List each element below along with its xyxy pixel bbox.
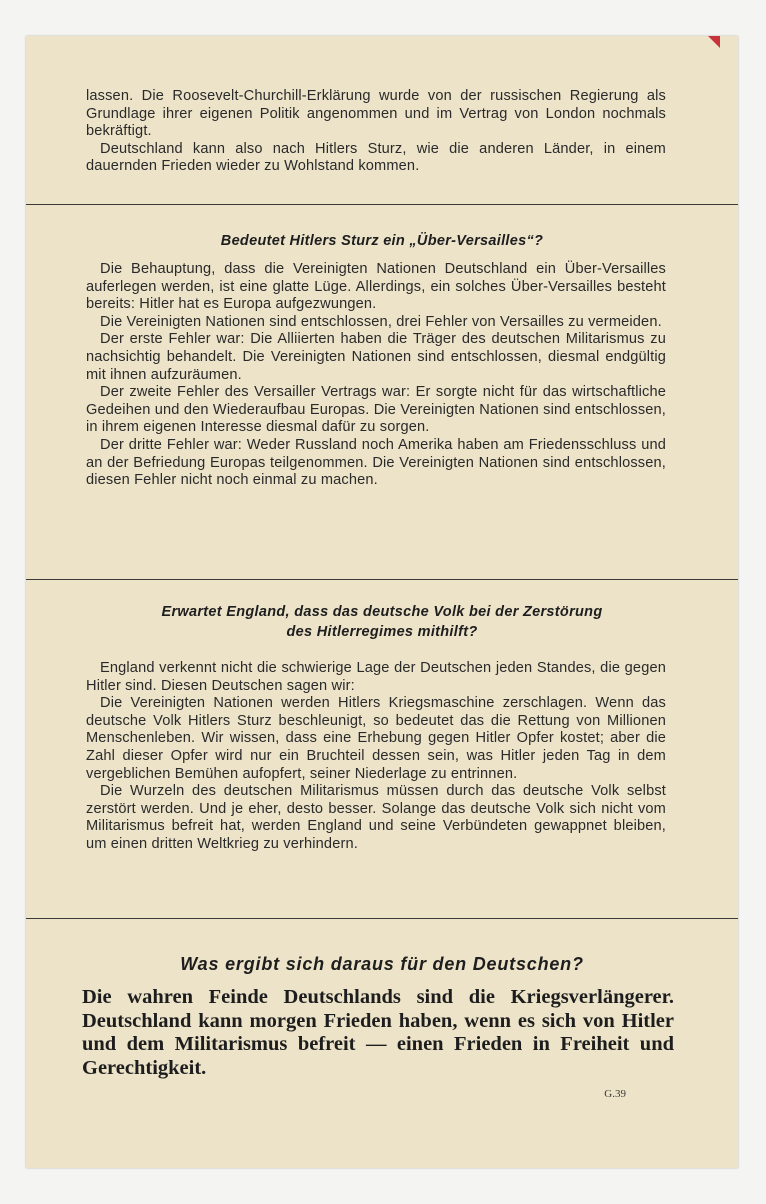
section2-heading-line1: Erwartet England, dass das deutsche Volk bei der Zerstörung <box>161 604 603 620</box>
section2-paragraph: Die Wurzeln des deutschen Militarismus müssen durch das deutsche Volk selbst zerstört werden. Und je eher, desto besser. Solange das deutsche Volk sich nicht vom Militarismus befreit hat, werden England und seine Verbündeten gewappnet bleiben, um einen dritten Weltkrieg zu verhindern. <box>86 783 666 852</box>
intro-paragraph: Deutschland kann also nach Hitlers Sturz, wie die anderen Länder, in einem dauernden Frieden wieder zu Wohlstand kommen. <box>86 140 666 175</box>
section3-heading: Was ergibt sich daraus für den Deutschen? <box>180 954 584 974</box>
section2-paragraph: Die Vereinigten Nationen werden Hitlers Kriegsmaschine zerschlagen. Wenn das deutsche Volk Hitlers Sturz beschleunigt, so bedeutet das die Rettung von Millionen Menschenleben. Wir wissen, dass eine Erhebung gegen Hitler Opfer kostet; aber die Zahl dieser Opfer wird nur ein Bruchteil dessen sein, was Hitler jeden Tag in dem vergeblichen Bemühen aufopfert, seiner Niederlage zu entrinnen. <box>86 695 666 782</box>
leaflet-page <box>26 36 738 1168</box>
conclusion-text: Die wahren Feinde Deutschlands sind die Kriegsverlängerer. Deutschland kann morgen Frieden haben, wenn es sich von Hitler und dem Militarismus befreit — einen Frieden in Freiheit und Gerechtigkeit. <box>82 986 674 1079</box>
intro-block <box>86 88 666 176</box>
section1-paragraph: Die Vereinigten Nationen sind entschlossen, drei Fehler von Versailles zu vermeiden. <box>100 313 662 330</box>
print-code: G.39 <box>604 1088 626 1100</box>
section1-paragraph: Die Behauptung, dass die Vereinigten Nationen Deutschland ein Über-Versailles auferlegen werden, ist eine glatte Lüge. Allerdings, ein solches Über-Versailles besteht bereits: Hitler hat es Europa aufgezwungen. <box>86 261 666 313</box>
red-corner-mark <box>708 36 720 48</box>
intro-paragraph: lassen. Die Roosevelt-Churchill-Erklärung wurde von der russischen Regierung als Grundlage ihrer eigenen Politik angenommen und im Vertrag von London nochmals bekräftigt. <box>86 88 666 140</box>
section1-heading: Bedeutet Hitlers Sturz ein „Über-Versailles“? <box>220 233 544 249</box>
section2-paragraph: England verkennt nicht die schwierige Lage der Deutschen jeden Standes, die gegen Hitler sind. Diesen Deutschen sagen wir: <box>86 660 666 694</box>
section-divider <box>26 204 738 205</box>
section-divider <box>26 579 738 580</box>
section2-heading <box>26 602 738 642</box>
section1-paragraph: Der zweite Fehler des Versailler Vertrags war: Er sorgte nicht für das wirtschaftliche Gedeihen und den Wiederaufbau Europas. Die Vereinigten Nationen sind entschlossen, in ihrem eigenen Interesse diesmal dafür zu sorgen. <box>86 384 666 436</box>
section2-body <box>86 660 666 854</box>
section-divider <box>26 918 738 919</box>
section1-paragraph: Der erste Fehler war: Die Alliierten haben die Träger des deutschen Militarismus zu nachsichtig behandelt. Die Vereinigten Nationen sind entschlossen, diesmal endgültig mit ihnen aufzuräumen. <box>86 331 666 383</box>
section2-heading-line2: des Hitlerregimes mithilft? <box>286 624 478 640</box>
section1-paragraph: Der dritte Fehler war: Weder Russland noch Amerika haben am Friedensschluss und an der Befriedung Europas teilgenommen. Die Vereinigten Nationen sind entschlossen, diesen Fehler nicht noch einmal zu machen. <box>86 436 666 489</box>
section1-body <box>86 261 666 490</box>
